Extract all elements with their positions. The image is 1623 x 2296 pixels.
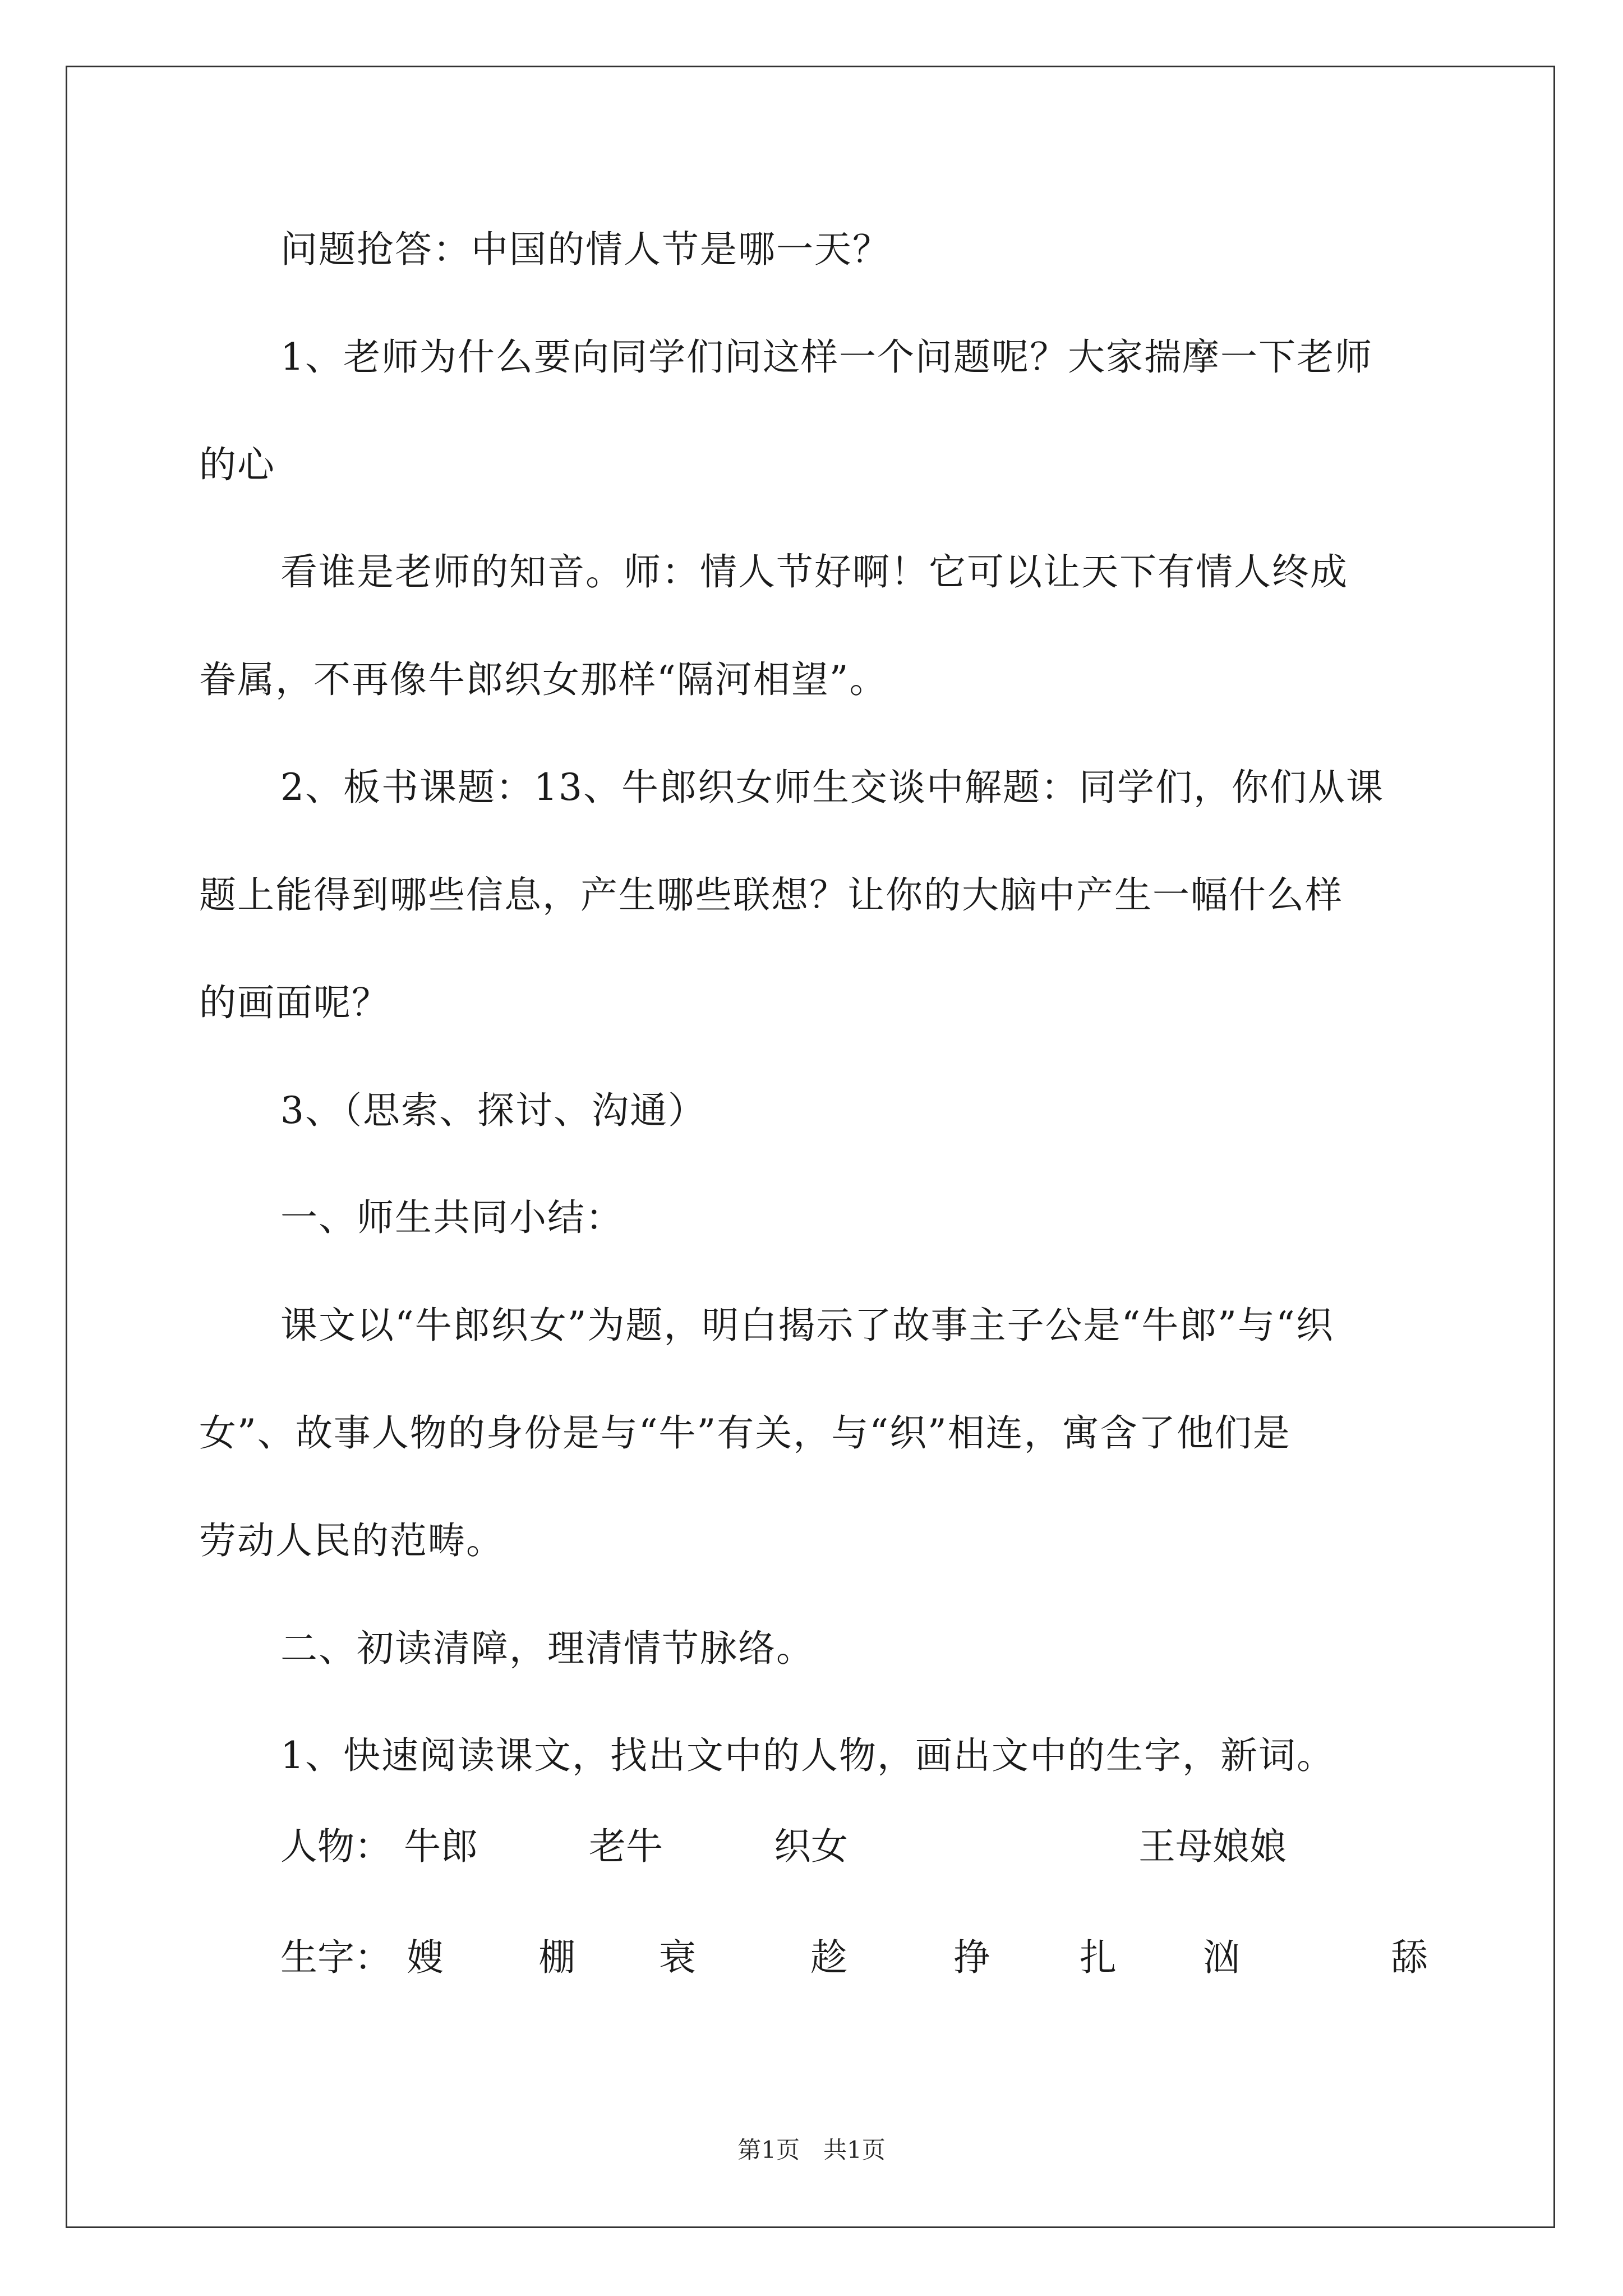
page-border <box>66 66 1555 2228</box>
paragraph-question: 问题抢答：中国的情人节是哪一天？ <box>280 228 891 271</box>
new-char-item: 衰 <box>659 1936 696 1979</box>
paragraph-1-line-1: 1、老师为什么要向同学们问这样一个问题呢？大家揣摩一下老师 <box>280 335 1373 379</box>
paragraph-1-line-2: 的心 <box>199 443 275 486</box>
paragraph-5-line-3: 劳动人民的范畴。 <box>199 1519 504 1562</box>
paragraph-3-line-1: 2、板书课题：13、牛郎织女师生交谈中解题：同学们，你们从课 <box>280 766 1384 809</box>
heading-first-reading: 二、初读清障，理清情节脉络。 <box>280 1627 814 1670</box>
paragraph-3-line-2: 题上能得到哪些信息，产生哪些联想？让你的大脑中产生一幅什么样 <box>199 873 1343 917</box>
paragraph-2-line-2: 眷属，不再像牛郎织女那样“隔河相望”。 <box>199 658 888 701</box>
paragraph-5-line-1: 课文以“牛郎织女”为题，明白揭示了故事主子公是“牛郎”与“织 <box>280 1304 1334 1347</box>
new-char-item: 舔 <box>1391 1936 1428 1979</box>
new-chars-label: 生字： <box>280 1936 391 1979</box>
new-char-item: 扎 <box>1080 1936 1117 1979</box>
paragraph-6: 1、快速阅读课文，找出文中的人物，画出文中的生字，新词。 <box>280 1734 1335 1777</box>
paragraph-3-line-3: 的画面呢？ <box>199 981 390 1024</box>
paragraph-4: 3、（思索、探讨、沟通） <box>280 1089 706 1132</box>
page-footer: 第1页 共1页 <box>737 2136 886 2164</box>
heading-summary: 一、师生共同小结： <box>280 1196 624 1239</box>
character-item: 牛郎 <box>404 1825 478 1868</box>
new-char-item: 汹 <box>1203 1936 1240 1979</box>
new-char-item: 趁 <box>810 1936 847 1979</box>
new-char-item: 嫂 <box>407 1936 444 1979</box>
character-item: 老牛 <box>589 1825 663 1868</box>
paragraph-5-line-2: 女”、故事人物的身份是与“牛”有关，与“织”相连，寓含了他们是 <box>199 1411 1291 1455</box>
new-char-item: 棚 <box>538 1936 575 1979</box>
character-item: 王母娘娘 <box>1138 1825 1287 1868</box>
character-item: 织女 <box>774 1825 848 1868</box>
characters-label: 人物： <box>280 1825 391 1868</box>
new-char-item: 挣 <box>953 1936 990 1979</box>
paragraph-2-line-1: 看谁是老师的知音。师：情人节好啊！它可以让天下有情人终成 <box>280 550 1348 593</box>
